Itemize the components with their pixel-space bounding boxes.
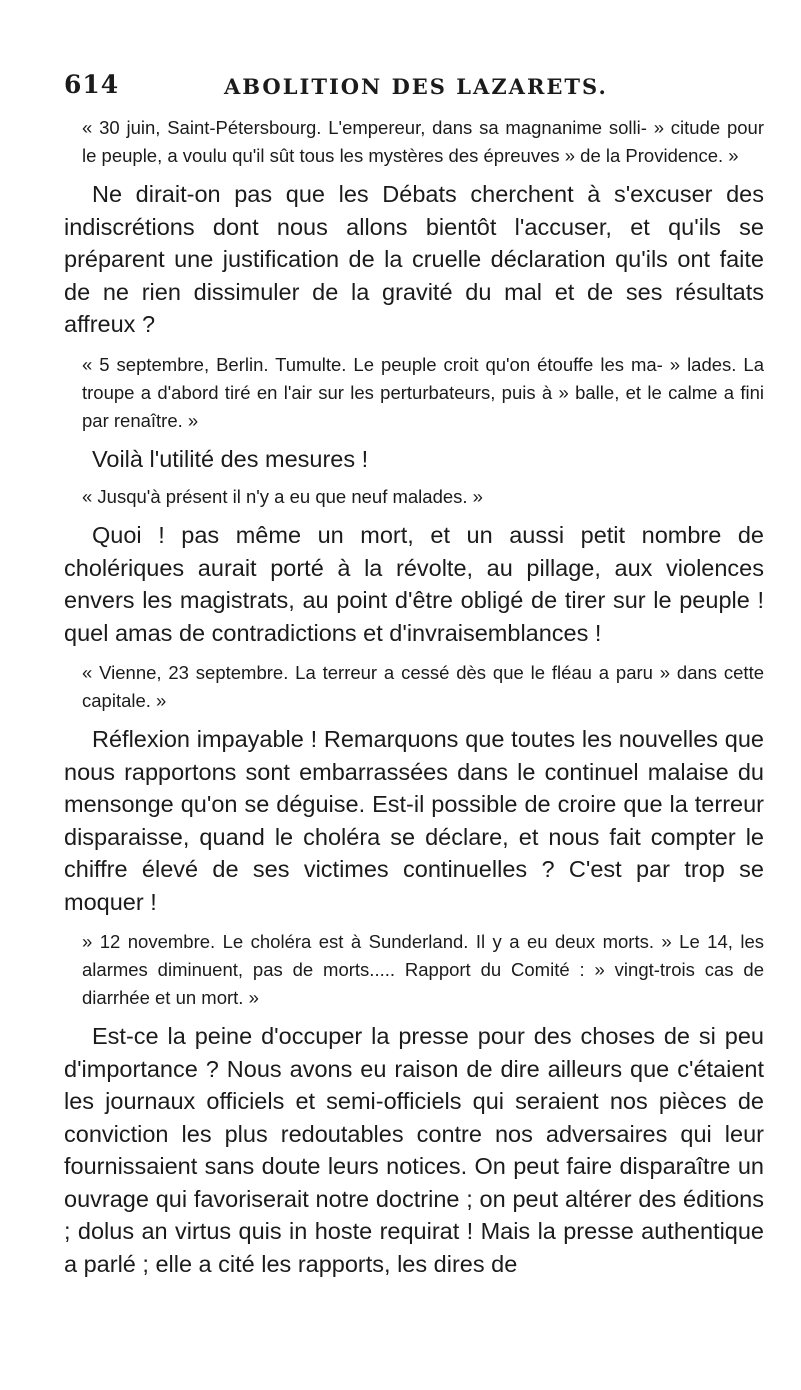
page-body	[64, 114, 764, 1290]
paragraph-reflexion: Réflexion impayable ! Remarquons que toutes les nouvelles que nous rapportons sont embarrassées dans le continuel malaise du mensonge qu'on se déguise. Est-il possible de croire que la terreur disparaisse, quand le choléra se déclare, et nous fait compter le chiffre élevé de ses victimes continuelles ? C'est par trop se moquer !	[64, 726, 764, 915]
quote-saint-petersbourg: « 30 juin, Saint-Pétersbourg. L'empereur, dans sa magnanime solli- » citude pour le peuple, a voulu qu'il sût tous les mystères des épreuves » de la Providence. »	[82, 117, 764, 166]
quote-berlin: « 5 septembre, Berlin. Tumulte. Le peuple croit qu'on étouffe les ma- » lades. La troupe a d'abord tiré en l'air sur les perturbateurs, puis à » balle, et le calme a fini par renaître. »	[82, 353, 764, 431]
running-title: ABOLITION DES LAZARETS.	[224, 74, 608, 99]
book-page	[64, 0, 764, 1390]
paragraph-est-ce: Est-ce la peine d'occuper la presse pour des choses de si peu d'importance ? Nous avons eu raison de dire ailleurs que c'étaient les journaux officiels et semi-officiels qui seraient nos pièces de conviction les plus redoutables contre nos adversaires qui leur fournissaient sans doute leurs notices. On peut faire disparaître un ouvrage qui favoriserait notre doctrine ; on peut altérer des éditions ; dolus an virtus quis in hoste requirat ! Mais la presse authentique a parlé ; elle a cité les rapports, les dires de	[64, 1023, 764, 1277]
paragraph-quoi: Quoi ! pas même un mort, et un aussi petit nombre de cholériques aurait porté à la révolte, au pillage, aux violences envers les magistrats, au point d'être obligé de tirer sur le peuple ! quel amas de contradictions et d'invraisemblances !	[64, 522, 764, 646]
paragraph-utilite: Voilà l'utilité des mesures !	[92, 445, 369, 472]
quote-vienne: « Vienne, 23 septembre. La terreur a cessé dès que le fléau a paru » dans cette capitale. »	[82, 662, 764, 711]
running-head	[64, 68, 764, 108]
page-number: 614	[64, 70, 120, 99]
paragraph-debats: Ne dirait-on pas que les Débats cherchent à s'excuser des indiscrétions dont nous allons bientôt l'accuser, et qu'ils se préparent une justification de la cruelle déclaration qu'ils ont faite de ne rien dissimuler de la gravité du mal et de ses résultats affreux ?	[64, 181, 764, 337]
quote-neuf-malades: « Jusqu'à présent il n'y a eu que neuf malades. »	[82, 486, 483, 507]
quote-sunderland: » 12 novembre. Le choléra est à Sunderland. Il y a eu deux morts. » Le 14, les alarmes diminuent, pas de morts..... Rapport du Comité : » vingt-trois cas de diarrhée et un mort. »	[82, 931, 764, 1008]
